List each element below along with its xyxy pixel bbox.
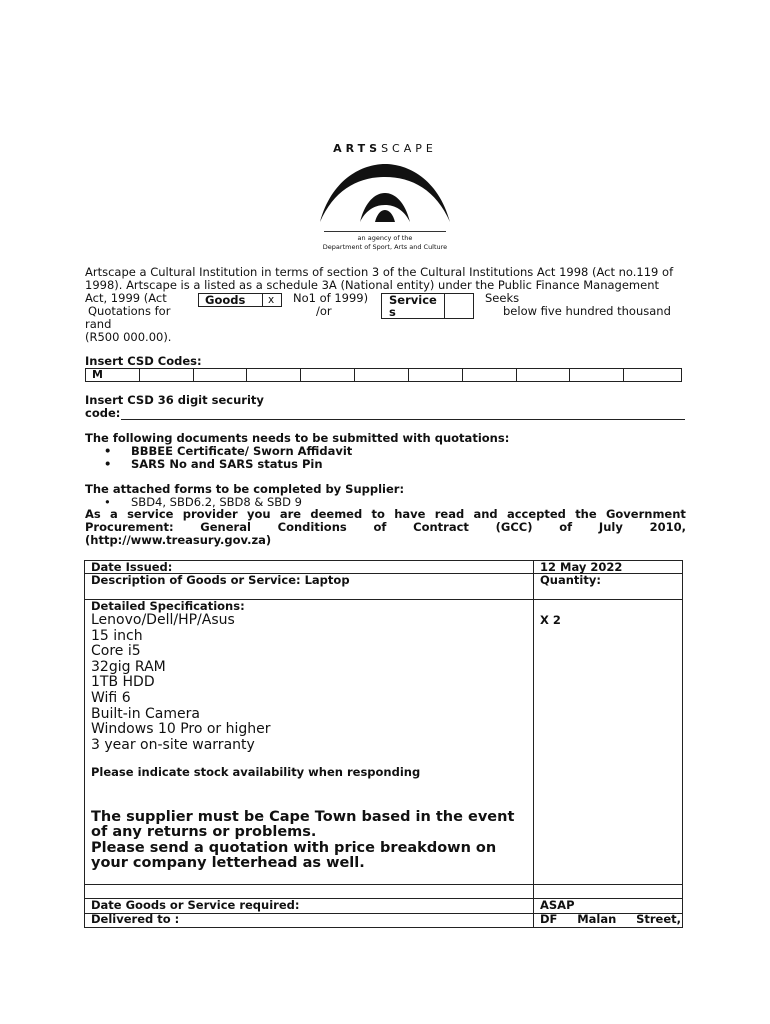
csd-code-cell[interactable] (624, 369, 681, 381)
date-issued-label: Date Issued: (91, 560, 173, 574)
goods-checkbox-group[interactable] (198, 293, 282, 307)
gcc-word: the (575, 507, 597, 521)
intro-line-5: rand (85, 317, 112, 331)
intro-line-1: Artscape a Cultural Institution in terms of section 3 of the Cultural Institutions Act 1998 (Act no.119 of (85, 265, 674, 279)
gcc-word: Conditions (277, 520, 347, 534)
gcc-word: and (473, 507, 498, 521)
csd-code-cell[interactable] (463, 369, 517, 381)
intro-line-3a: Act, 1999 (Act (85, 291, 167, 305)
spec-item: Windows 10 Pro or higher (91, 721, 271, 738)
description-label: Description of Goods or Service: Laptop (91, 573, 350, 587)
delivered-to-label: Delivered to : (91, 912, 180, 926)
security-code-line-1: Insert CSD 36 digit security (85, 393, 264, 407)
gcc-word: Government (605, 507, 686, 521)
gcc-word: Contract (413, 520, 469, 534)
csd-code-cell[interactable] (301, 369, 355, 381)
logo-tagline-agency: an agency of the (357, 234, 413, 242)
services-label-1: Service (389, 293, 437, 307)
specs-list (91, 613, 271, 753)
spec-item: 15 inch (91, 627, 143, 644)
intro-line-4b: /or (316, 304, 332, 318)
logo-wordmark-bold: ART (333, 142, 370, 155)
goods-label: Goods (205, 293, 246, 307)
gcc-word: General (200, 520, 251, 534)
csd-codes-heading: Insert CSD Codes: (85, 354, 202, 368)
gcc-word: As (85, 507, 101, 521)
delivered-to-word: DF (540, 912, 558, 926)
documents-bullet-2: • (104, 457, 112, 471)
csd-code-cell[interactable] (355, 369, 409, 381)
services-label-2: s (389, 305, 396, 319)
csd-code-cell[interactable] (409, 369, 463, 381)
gcc-link[interactable]: (http://www.treasury.gov.za) (85, 533, 272, 547)
csd-code-cell[interactable]: M (86, 369, 140, 381)
notice-line-2: of any returns or problems. (91, 824, 317, 840)
security-code-input[interactable] (121, 419, 685, 420)
intro-line-4c: below five hundred thousand (503, 304, 671, 318)
gcc-word: 2010, (649, 520, 686, 534)
required-date-label: Date Goods or Service required: (91, 898, 300, 912)
gcc-word: provider (182, 507, 238, 521)
date-issued-value: 12 May 2022 (540, 560, 623, 574)
documents-item-1: BBBEE Certificate/ Sworn Affidavit (131, 444, 353, 458)
gcc-word: accepted (506, 507, 566, 521)
security-code-line-2: code: (85, 406, 121, 420)
logo-tagline-department: Department of Sport, Arts and Culture (322, 243, 448, 251)
gcc-word: deemed (310, 507, 363, 521)
logo-wordmark-s: S (369, 142, 382, 155)
spec-item: Built-in Camera (91, 705, 200, 722)
table-column-divider (533, 561, 534, 927)
forms-heading: The attached forms to be completed by Supplier: (85, 482, 405, 496)
gcc-word: of (559, 520, 573, 534)
artscape-logo-wordmark (0, 142, 770, 155)
forms-bullet-1: • (104, 495, 111, 509)
specs-label: Detailed Specifications: (91, 599, 245, 613)
csd-code-cell[interactable] (194, 369, 248, 381)
intro-line-4a: Quotations for (88, 304, 171, 318)
spec-item: 1TB HDD (91, 674, 155, 691)
delivered-to-word: Street, (636, 912, 681, 926)
spec-item: Wifi 6 (91, 689, 131, 706)
gcc-word: have (394, 507, 426, 521)
gcc-word: are (279, 507, 302, 521)
gcc-word: service (127, 507, 174, 521)
intro-line-3b: No1 of 1999) (293, 291, 369, 305)
required-date-value: ASAP (540, 898, 575, 912)
csd-codes-table[interactable] (85, 368, 682, 382)
delivered-to-value (540, 913, 681, 926)
gcc-word: (GCC) (495, 520, 533, 534)
spec-item: 3 year on-site warranty (91, 736, 255, 753)
intro-line-6: (R500 000.00). (85, 330, 172, 344)
services-checkbox-group[interactable] (381, 293, 474, 319)
documents-bullet-1: • (104, 444, 112, 458)
gcc-word: of (373, 520, 387, 534)
csd-code-cell[interactable] (140, 369, 194, 381)
quantity-value: X 2 (540, 613, 561, 627)
documents-item-2: SARS No and SARS status Pin (131, 457, 323, 471)
notice-line-4: your company letterhead as well. (91, 855, 365, 871)
intro-line-2: 1998). Artscape is a listed as a schedule 3A (National entity) under the Public Finance Management (85, 278, 660, 292)
gcc-word: to (371, 507, 385, 521)
documents-heading: The following documents needs to be submitted with quotations: (85, 431, 510, 445)
spec-item: 32gig RAM (91, 658, 166, 675)
quotation-table (84, 560, 683, 928)
forms-item-1: SBD4, SBD6.2, SBD8 & SBD 9 (131, 495, 302, 509)
gcc-word: Procurement: (85, 520, 174, 534)
quantity-label: Quantity: (540, 573, 601, 587)
table-row-divider (85, 884, 682, 885)
spec-item: Core i5 (91, 643, 141, 660)
gcc-word: a (110, 507, 118, 521)
goods-mark: x (268, 294, 275, 306)
gcc-word: you (246, 507, 271, 521)
csd-code-cell[interactable] (570, 369, 624, 381)
notice-line-3: Please send a quotation with price breakdown on (91, 840, 497, 856)
stock-note: Please indicate stock availability when responding (91, 765, 421, 779)
intro-line-3c: Seeks (485, 291, 520, 305)
delivered-to-word: Malan (577, 912, 617, 926)
notice-line-1: The supplier must be Cape Town based in the event (91, 809, 515, 825)
spec-item: Lenovo/Dell/HP/Asus (91, 612, 235, 628)
gcc-word: July (598, 520, 623, 534)
gcc-word: read (434, 507, 465, 521)
csd-code-cell[interactable] (247, 369, 301, 381)
artscape-arch-logo-icon (318, 160, 452, 230)
services-divider (444, 294, 445, 318)
logo-wordmark-rest: SCAPE (381, 142, 437, 155)
csd-code-cell[interactable] (517, 369, 571, 381)
logo-divider (324, 231, 446, 232)
goods-divider (262, 294, 263, 306)
